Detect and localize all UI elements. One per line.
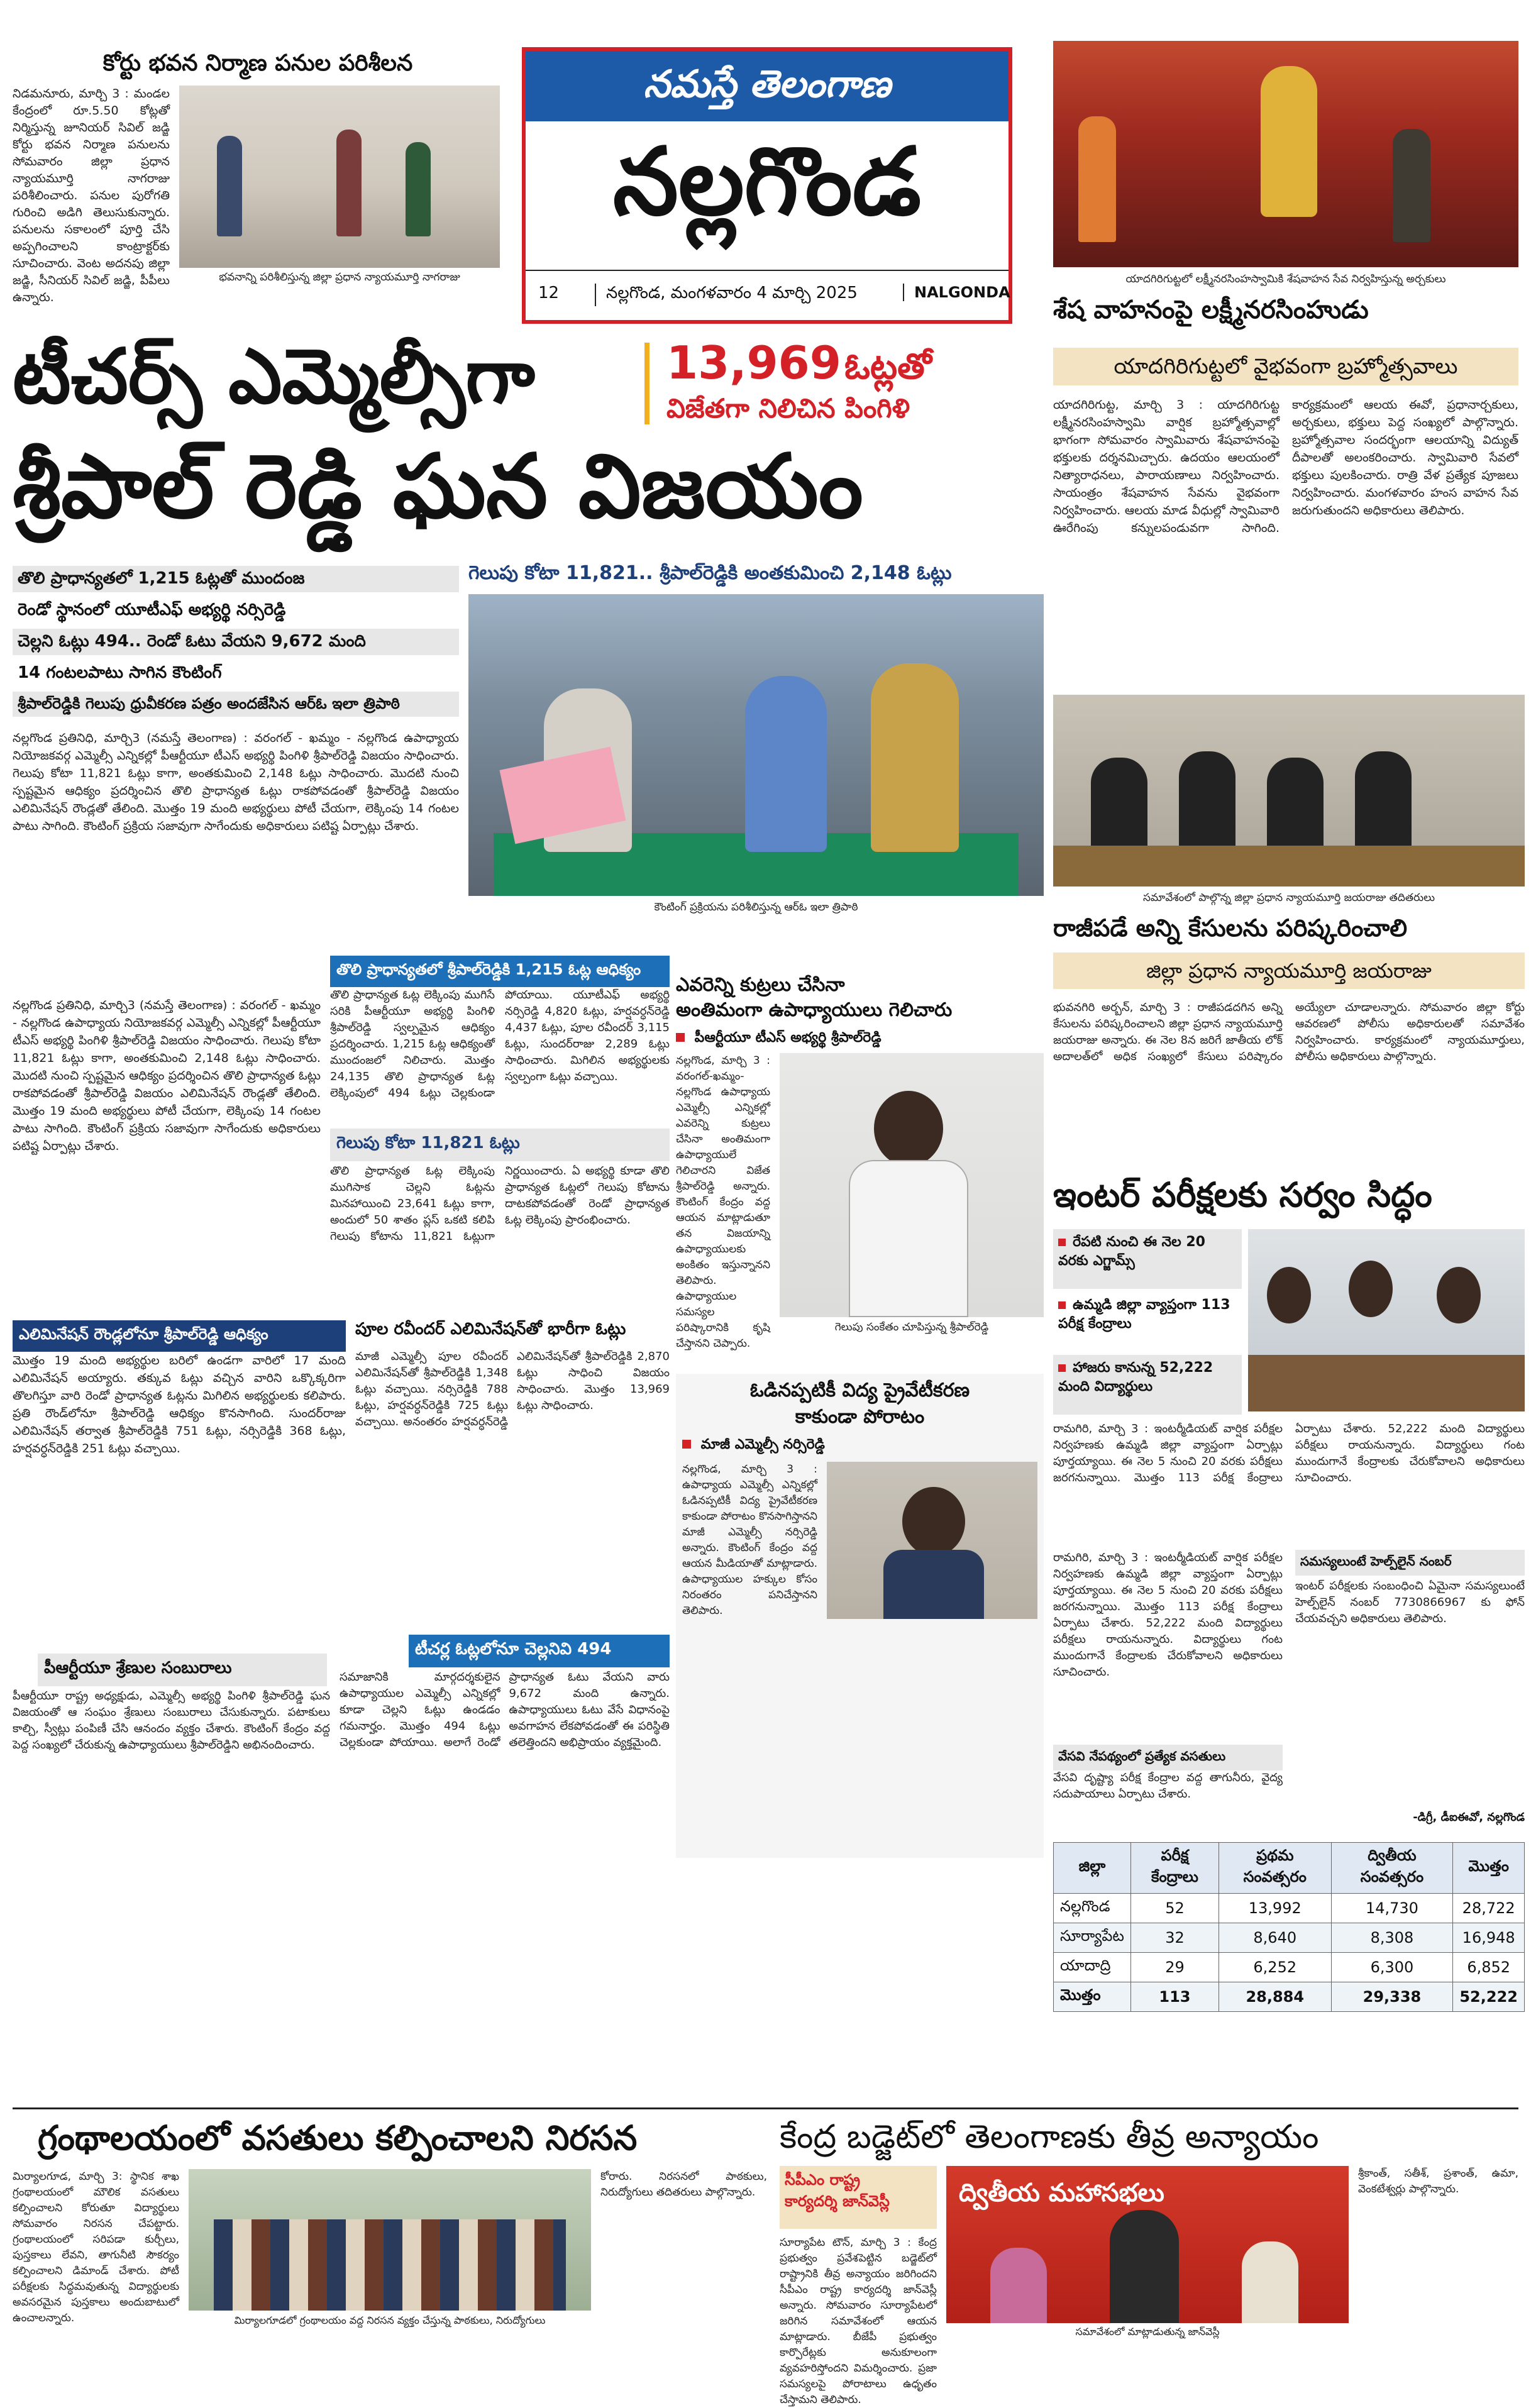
votes-word: ఓట్లతో — [844, 346, 932, 387]
pula-headline: పూల రవీందర్ ఎలిమినేషన్‌తో భారీగా ఓట్లు — [355, 1320, 626, 1339]
dateline-bar — [526, 270, 1009, 320]
inter-story — [1053, 1176, 1525, 2100]
quota-tag-text: గెలుపు కోటా 11,821 ఓట్లు — [336, 1134, 520, 1152]
temple-subhead: యాదగిరిగుట్టలో వైభవంగా బ్రహ్మోత్సవాలు — [1053, 348, 1518, 385]
page-number: 12 — [538, 284, 560, 302]
narsi-photo — [827, 1462, 1037, 1619]
table-cell: 52 — [1130, 1894, 1219, 1923]
table-header-cell: పరీక్ష కేంద్రాలు — [1130, 1843, 1219, 1894]
exam-photo — [1248, 1229, 1525, 1411]
brand-title: నమస్తే తెలంగాణ — [643, 62, 891, 106]
budget-footer: శ్రీకాంత్, సతీశ్, ప్రశాంత్, ఉమా, వెంకటేశ్వర్లు పాల్గొన్నారు. — [1358, 2167, 1518, 2195]
budget-sub1: సీపీఎం రాష్ట్ర — [785, 2171, 861, 2189]
court2-subhead: జిల్లా ప్రధాన న్యాయమూర్తి జయరాజు — [1053, 953, 1525, 989]
special-tag — [1053, 1745, 1283, 1770]
bullet-2: రెండో స్థానంలో యూటీఎఫ్ అభ్యర్థి నర్సిరెడ్డి — [18, 600, 286, 619]
inter-bullets — [1053, 1229, 1242, 1411]
court2-body: భువనగిరి అర్బన్, మార్చి 3 : రాజీపడదగిన అన్ని కేసులను పరిష్కరించాలని జిల్లా ప్రధాన న్యాయమూర్తి జయరాజు అన్నారు. ఈ నెల 8న జరిగే జాతీయ లోక్ అదాలత్‌లో అధిక సంఖ్యలో కేసులు పరిష్కారం అయ్యేలా చూడాలన్నారు. సోమవారం జిల్లా కోర్టు ఆవరణలో పోలీసు అధికారులతో సమావేశం నిర్వహించారు. కార్యక్రమంలో న్యాయమూర్తులు, పోలీసు అధికారులు పాల్గొన్నారు. — [1053, 1001, 1525, 1063]
narsi-body: నల్లగొండ, మార్చి 3 : ఉపాధ్యాయ ఎమ్మెల్సీ ఎన్నికల్లో ఓడినప్పటికీ విద్య ప్రైవేటీకరణ కాకుండా పోరాటం కొనసాగిస్తానని మాజీ ఎమ్మెల్సీ నర్సిరెడ్డి అన్నారు. కౌంటింగ్ కేంద్రం వద్ద ఆయన మీడియాతో మాట్లాడారు. ఉపాధ్యాయుల హక్కుల కోసం నిరంతరం పనిచేస్తానని తెలిపారు. — [682, 1463, 817, 1617]
special-tag-text: వేసవి నేపథ్యంలో ప్రత్యేక వసతులు — [1058, 1748, 1226, 1764]
helpline-tag — [1295, 1550, 1525, 1576]
table-header-row — [1054, 1843, 1525, 1894]
table-header-cell: జిల్లా — [1054, 1843, 1131, 1894]
elimination-body: మొత్తం 19 మంది అభ్యర్థుల బరిలో ఉండగా వారిలో 17 మంది ఎలిమినేషన్ అయ్యారు. తక్కువ ఓట్లు వచ్చిన వారిని ఒక్కొక్కరిగా తొలగిస్తూ వారి రెండో ప్రాధాన్యత ఓట్లను మిగిలిన అభ్యర్థులకు కలిపారు. ప్రతి రౌండ్‌లోనూ శ్రీపాల్‌రెడ్డి ఆధిక్యం కొనసాగింది. సుందర్‌రాజు ఎలిమినేషన్ తర్వాత శ్రీపాల్‌రెడ్డికి 751 ఓట్లు, నర్సిరెడ్డికి 368 ఓట్లు, హర్షవర్ధన్‌రెడ్డికి 251 ఓట్లు వచ్చాయి. — [13, 1354, 346, 1455]
temple-caption: యాదగిరిగుట్టలో లక్ష్మీనరసింహస్వామికి శేషవాహన సేవ నిర్వహిస్తున్న అర్చకులు — [1125, 273, 1446, 285]
inter-credit: -డిగ్రీ, డీఐఈవో, నల్లగొండ — [1413, 1811, 1525, 1824]
narsi-headline2: కాకుండా పోరాటం — [795, 1406, 925, 1428]
table-header-cell: ప్రథమ సంవత్సరం — [1219, 1843, 1331, 1894]
table-row — [1054, 1923, 1525, 1953]
budget-photo — [946, 2166, 1349, 2323]
invalid-body: సమాజానికి మార్గదర్శకులైన ఉపాధ్యాయుల ఎమ్మెల్సీ ఎన్నికల్లో కూడా చెల్లని ఓట్లు ఉండడం గమనార్హం. మొత్తం 494 ఓట్లు చెల్లకుండా పోయాయి. అలాగే రెండో ప్రాధాన్యత ఓటు వేయని వారు 9,672 మంది ఉన్నారు. ఉపాధ్యాయులు ఓటు వేసే విధానంపై అవగాహన లేకపోవడంతో ఈ పరిస్థితి తలెత్తిందని అభిప్రాయం వ్యక్తమైంది. — [340, 1671, 670, 1749]
temple-body: యాదగిరిగుట్ట, మార్చి 3 : యాదగిరిగుట్ట లక్ష్మీనరసింహస్వామి వార్షిక బ్రహ్మోత్సవాల్లో భాగంగా సోమవారం స్వామివారు శేషవాహనంపై భక్తులకు దర్శనమిచ్చారు. ఉదయం ఆలయంలో నిత్యారాధనలు, పారాయణాలు నిర్వహించారు. సాయంత్రం శేషవాహన సేవను వైభవంగా నిర్వహించారు. ఆలయ మాడ వీధుల్లో స్వామివారి ఊరేగింపు కన్నులపండువగా సాగింది. కార్యక్రమంలో ఆలయ ఈవో, ప్రధానార్చకులు, అర్చకులు, భక్తులు పెద్ద సంఖ్యలో పాల్గొన్నారు. బ్రహ్మోత్సవాల సందర్భంగా ఆలయాన్ని విద్యుత్ దీపాలతో అలంకరించారు. స్వామివారి సేవలో భక్తులు పులకించారు. రాత్రి వేళ ప్రత్యేక పూజలు నిర్వహించారు. మంగళవారం హంస వాహన సేవ జరుగుతుందని అధికారులు తెలిపారు. — [1053, 398, 1518, 535]
table-cell: 29,338 — [1331, 1982, 1453, 2012]
table-row — [1054, 1953, 1525, 1982]
masthead-brand-band — [526, 51, 1009, 121]
table-header-cell: మొత్తం — [1453, 1843, 1525, 1894]
table-cell: 8,308 — [1331, 1923, 1453, 1953]
library-footer: కోరారు. నిరసనలో పాఠకులు, నిరుద్యోగులు తదితరులు పాల్గొన్నారు. — [600, 2170, 767, 2199]
headline-divider — [644, 343, 649, 424]
bullet-3: చెల్లని ఓట్లు 494.. రెండో ఓటు వేయని 9,672 మంది — [13, 629, 459, 655]
library-caption: మిర్యాలగూడలో గ్రంథాలయం వద్ద నిరసన వ్యక్తం చేస్తున్న పాఠకులు, నిరుద్యోగులు — [234, 2314, 546, 2326]
budget-banner: ద్వితీయ మహాసభలు — [959, 2179, 1164, 2207]
table-cell: 52,222 — [1453, 1982, 1525, 2012]
temple-photo — [1053, 41, 1518, 267]
winner-subline: విజేతగా నిలిచిన పింగిళి — [666, 393, 910, 424]
special-body: వేసవి దృష్ట్యా పరీక్ష కేంద్రాల వద్ద తాగునీరు, వైద్య సదుపాయాలు ఏర్పాటు చేశారు. — [1053, 1771, 1283, 1801]
court2-story — [1053, 695, 1525, 1166]
table-cell: 6,300 — [1331, 1953, 1453, 1982]
table-header-cell: ద్వితీయ సంవత్సరం — [1331, 1843, 1453, 1894]
bullet-4: 14 గంటలపాటు సాగిన కౌంటింగ్ — [18, 663, 222, 682]
votes-number: 13,969 — [666, 336, 841, 389]
quota-tag — [330, 1129, 670, 1161]
court-story — [13, 50, 503, 302]
quote-byline — [676, 1030, 1044, 1049]
table-row — [1054, 1894, 1525, 1923]
bullet-square-icon — [1058, 1301, 1066, 1309]
main-headline-line2: శ్రీపాల్ రెడ్డి ఘన విజయం — [13, 436, 863, 538]
bullet-5: శ్రీపాల్‌రెడ్డికి గెలుపు ధ్రువీకరణ పత్రం అందజేసిన ఆర్‌ఓ ఇలా త్రిపాఠి — [13, 692, 459, 717]
budget-headline: కేంద్ర బడ్జెట్‌లో తెలంగాణకు తీవ్ర అన్యాయం — [780, 2118, 1319, 2156]
table-cell: యాదాద్రి — [1054, 1953, 1131, 1982]
first-pref-body: తొలి ప్రాధాన్యత ఓట్ల లెక్కింపు ముగిసే సరికి పీఆర్టీయూ అభ్యర్థి పింగిళి శ్రీపాల్‌రెడ్డి స్వల్పమైన ఆధిక్యం ప్రదర్శించారు. 1,215 ఓట్ల ఆధిక్యంతో ముందంజలో నిలిచారు. మొత్తం 24,135 తొలి ప్రాధాన్యత ఓట్ల లెక్కింపులో 494 ఓట్లు చెల్లకుండా పోయాయి. యూటీఎఫ్ అభ్యర్థి నర్సిరెడ్డి 4,820 ఓట్లు, హర్షవర్ధన్‌రెడ్డి 4,437 ఓట్లు, పూల రవీందర్ 3,115 ఓట్లు, సుందర్‌రాజు 2,289 ఓట్లు సాధించారు. మిగిలిన అభ్యర్థులకు స్వల్పంగా ఓట్లు వచ్చాయి. — [330, 988, 670, 1100]
quota-line: గెలుపు కోటా 11,821.. శ్రీపాల్‌రెడ్డికి అంతకుమించి 2,148 ఓట్లు — [468, 562, 952, 584]
court-headline: కోర్టు భవన నిర్మాణ పనుల పరిశీలన — [102, 50, 413, 76]
temple-headline: శేష వాహనంపై లక్ష్మీనరసింహుడు — [1053, 295, 1369, 324]
inter-headline: ఇంటర్ పరీక్షలకు సర్వం సిద్ధం — [1053, 1175, 1432, 1215]
inter-bullet-3: హాజరు కానున్న 52,222 మంది విద్యార్థులు — [1053, 1355, 1242, 1415]
table-cell: 16,948 — [1453, 1923, 1525, 1953]
bullet-square-icon — [1058, 1239, 1066, 1246]
budget-sub — [780, 2166, 937, 2229]
table-cell: 8,640 — [1219, 1923, 1331, 1953]
quote-photo — [780, 1053, 1044, 1317]
table-cell: 28,722 — [1453, 1894, 1525, 1923]
court-caption: భవనాన్ని పరిశీలిస్తున్న జిల్లా ప్రధాన న్యాయమూర్తి నాగరాజు — [219, 271, 460, 284]
table-cell: సూర్యాపేట — [1054, 1923, 1131, 1953]
budget-caption: సమావేశంలో మాట్లాడుతున్న జాన్‌వెస్లీ — [1075, 2326, 1220, 2338]
prtu-tag-text: పీఆర్టీయూ శ్రేణుల సంబురాలు — [44, 1659, 232, 1677]
bullet-1: తొలి ప్రాధాన్యతలో 1,215 ఓట్లతో ముందంజ — [13, 566, 459, 592]
budget-story — [780, 2118, 1518, 2406]
inter-body-left: రామగిరి, మార్చి 3 : ఇంటర్మీడియట్ వార్షిక పరీక్షల నిర్వహణకు ఉమ్మడి జిల్లా వ్యాప్తంగా ఏర్పాట్లు పూర్తయ్యాయి. ఈ నెల 5 నుంచి 20 వరకు పరీక్షలు జరగనున్నాయి. మొత్తం 113 పరీక్ష కేంద్రాలు ఏర్పాటు చేశారు. 52,222 మంది విద్యార్థులు పరీక్షలు రాయనున్నారు. విద్యార్థులు గంట ముందుగానే కేంద్రాలకు చేరుకోవాలని అధికారులు సూచించారు. — [1053, 1551, 1283, 1679]
main-body: నల్లగొండ ప్రతినిధి, మార్చి3 (నమస్తే తెలంగాణ) : వరంగల్ - ఖమ్మం - నల్లగొండ ఉపాధ్యాయ నియోజకవర్గ ఎమ్మెల్సీ ఎన్నికల్లో పీఆర్టీయూ టీఎస్ అభ్యర్థి పింగిళి శ్రీపాల్‌రెడ్డి విజయం సాధించారు. గెలుపు కోటా 11,821 ఓట్లు కాగా, అంతకుమించి 2,148 ఓట్లు సాధించారు. మొదటి నుంచి స్పష్టమైన ఆధిక్యం ప్రదర్శించిన తొలి ప్రాధాన్యత ఓట్లు రాకపోవడంతో శ్రీపాల్‌రెడ్డి విజయం ఎలిమినేషన్ రౌండ్లతో తేలింది. మొత్తం 19 మంది అభ్యర్థులు పోటీ చేయగా, లెక్కింపు 14 గంటల పాటు సాగింది. కౌంటింగ్ ప్రక్రియ సజావుగా సాగేందుకు అధికారులు పటిష్ట ఏర్పాట్లు చేశారు. — [13, 731, 459, 833]
table-cell: 6,252 — [1219, 1953, 1331, 1982]
library-headline: గ్రంథాలయంలో వసతులు కల్పించాలని నిరసన — [38, 2118, 638, 2158]
prtu-body: పీఆర్టీయూ రాష్ట్ర అధ్యక్షుడు, ఎమ్మెల్సీ అభ్యర్థి పింగిళి శ్రీపాల్‌రెడ్డి ఘన విజయంతో ఆ సంఘం శ్రేణులు సంబురాలు చేసుకున్నారు. పటాకులు కాల్చి, స్వీట్లు పంపిణీ చేసి ఆనందం వ్యక్తం చేశారు. కౌంటింగ్ కేంద్రం వద్ద పెద్ద సంఖ్యలో చేరుకున్న ఉపాధ్యాయులు శ్రీపాల్‌రెడ్డిని అభినందించారు. — [13, 1689, 330, 1752]
inter-bullet-2: ఉమ్మడి జిల్లా వ్యాప్తంగా 113 పరీక్ష కేంద్రాలు — [1058, 1297, 1230, 1332]
counting-photo — [468, 594, 1044, 896]
library-body: మిర్యాలగూడ, మార్చి 3: స్థానిక శాఖ గ్రంథాలయంలో మౌలిక వసతులు కల్పించాలని కోరుతూ విద్యార్థులు సోమవారం నిరసన చేపట్టారు. గ్రంథాలయంలో సరిపడా కుర్చీలు, పుస్తకాలు లేవని, తాగునీటి సౌకర్యం కల్పించాలని డిమాండ్ చేశారు. పోటీ పరీక్షలకు సిద్ధమవుతున్న విద్యార్థులకు అవసరమైన పుస్తకాలు అందుబాటులో ఉంచాలన్నారు. — [13, 2170, 179, 2324]
narsi-story — [676, 1374, 1044, 1858]
section-divider — [13, 2107, 1518, 2109]
library-photo — [189, 2169, 591, 2311]
table-cell: మొత్తం — [1054, 1982, 1131, 2012]
inter-body: రామగిరి, మార్చి 3 : ఇంటర్మీడియట్ వార్షిక పరీక్షల నిర్వహణకు ఉమ్మడి జిల్లా వ్యాప్తంగా ఏర్పాట్లు పూర్తయ్యాయి. ఈ నెల 5 నుంచి 20 వరకు పరీక్షలు జరగనున్నాయి. మొత్తం 113 పరీక్ష కేంద్రాలు ఏర్పాటు చేశారు. 52,222 మంది విద్యార్థులు పరీక్షలు రాయనున్నారు. విద్యార్థులు గంట ముందుగానే కేంద్రాలకు చేరుకోవాలని అధికారులు సూచించారు. — [1053, 1422, 1525, 1484]
edition-english: NALGONDA — [903, 284, 1010, 301]
court2-headline: రాజీపడే అన్ని కేసులను పరిష్కరించాలి — [1053, 914, 1408, 942]
counting-photo-caption: కౌంటింగ్ ప్రక్రియను పరిశీలిస్తున్న ఆర్‌ఓ ఇలా త్రిపాఠి — [654, 901, 858, 914]
quote-byline-text: పీఆర్టీయూ టీఎస్ అభ్యర్థి శ్రీపాల్‌రెడ్డి — [694, 1030, 882, 1046]
temple-story — [1047, 41, 1525, 695]
narsi-byline — [682, 1437, 1037, 1455]
inter-table — [1053, 1842, 1525, 2012]
main-bullets — [13, 566, 459, 723]
table-row — [1054, 1982, 1525, 2012]
inter-bullet-1: రేపటి నుంచి ఈ నెల 20 వరకు ఎగ్జామ్స్ — [1053, 1229, 1242, 1289]
quote-headline2: అంతిమంగా ఉపాధ్యాయులు గెలిచారు — [676, 999, 953, 1021]
pula-body: మాజీ ఎమ్మెల్సీ పూల రవీందర్ ఎలిమినేషన్‌తో శ్రీపాల్‌రెడ్డికి 1,348 ఓట్లు వచ్చాయి. నర్సిరెడ్డికి 788 ఓట్లు, హర్షవర్ధన్‌రెడ్డికి 725 ఓట్లు వచ్చాయి. అనంతరం హర్షవర్ధన్‌రెడ్డి ఎలిమినేషన్‌తో శ్రీపాల్‌రెడ్డికి 2,870 ఓట్లు సాధించి విజయం సాధించారు. మొత్తం 13,969 ఓట్లు సాధించారు. — [355, 1350, 670, 1428]
table-cell: 6,852 — [1453, 1953, 1525, 1982]
narsi-byline-text: మాజీ ఎమ్మెల్సీ నర్సిరెడ్డి — [700, 1437, 825, 1452]
left-column-body: నల్లగొండ ప్రతినిధి, మార్చి3 (నమస్తే తెలంగాణ) : వరంగల్ - ఖమ్మం - నల్లగొండ ఉపాధ్యాయ నియోజకవర్గ ఎమ్మెల్సీ ఎన్నికల్లో పీఆర్టీయూ టీఎస్ అభ్యర్థి పింగిళి శ్రీపాల్‌రెడ్డి విజయం సాధించారు. గెలుపు కోటా 11,821 ఓట్లు కాగా, అంతకుమించి 2,148 ఓట్లు సాధించారు. మొదటి నుంచి స్పష్టమైన ఆధిక్యం ప్రదర్శించిన తొలి ప్రాధాన్యత ఓట్లు రాకపోవడంతో శ్రీపాల్‌రెడ్డి విజయం ఎలిమినేషన్ రౌండ్లతో తేలింది. మొత్తం 19 మంది అభ్యర్థులు పోటీ చేయగా, లెక్కింపు 14 గంటల పాటు సాగింది. కౌంటింగ్ ప్రక్రియ సజావుగా సాగేందుకు అధికారులు పటిష్ట ఏర్పాట్లు చేశారు. — [13, 998, 321, 1153]
prtu-tag — [38, 1654, 327, 1686]
table-cell: 29 — [1130, 1953, 1219, 1982]
helpline-tag-text: సమస్యలుంటే హెల్ప్‌లైన్ నంబర్ — [1300, 1554, 1452, 1569]
court-body: నిడమనూరు, మార్చి 3 : మండల కేంద్రంలో రూ.5.50 కోట్లతో నిర్మిస్తున్న జూనియర్ సివిల్ జడ్జి కోర్టు భవన నిర్మాణ పనులను సోమవారం జిల్లా ప్రధాన న్యాయమూర్తి నాగరాజు పరిశీలించారు. పనుల పురోగతి గురించి అడిగి తెలుసుకున్నారు. పనులను సకాలంలో పూర్తి చేసి అప్పగించాలని కాంట్రాక్టర్‌కు సూచించారు. వెంట అదనపు జిల్లా జడ్జి, సీనియర్ సివిల్ జడ్జి, పీపీలు ఉన్నారు. — [13, 87, 170, 304]
helpline-body: ఇంటర్ పరీక్షలకు సంబంధించి ఏమైనా సమస్యలుంటే హెల్ప్‌లైన్ నంబర్ 7730866967 కు ఫోన్ చేయవచ్చని అధికారులు తెలిపారు. — [1295, 1579, 1525, 1625]
bullet-square-icon — [676, 1033, 685, 1042]
table-cell: నల్లగొండ — [1054, 1894, 1131, 1923]
bullet-square-icon — [682, 1440, 691, 1449]
quote-caption: గెలుపు సంకేతం చూపిస్తున్న శ్రీపాల్‌రెడ్డి — [834, 1321, 989, 1334]
table-cell: 28,884 — [1219, 1982, 1331, 2012]
invalid-tag: టీచర్ల ఓట్లలోనూ చెల్లనివి 494 — [409, 1635, 670, 1667]
votes-line — [666, 336, 1044, 396]
quote-body: నల్లగొండ, మార్చి 3 : వరంగల్-ఖమ్మం-నల్లగొండ ఉపాధ్యాయ ఎమ్మెల్సీ ఎన్నికల్లో ఎవరెన్ని కుట్రలు చేసినా అంతిమంగా ఉపాధ్యాయులే గెలిచారని విజేత శ్రీపాల్‌రెడ్డి అన్నారు. కౌంటింగ్ కేంద్రం వద్ద ఆయన మాట్లాడుతూ తన విజయాన్ని ఉపాధ్యాయులకు అంకితం ఇస్తున్నానని తెలిపారు. ఉపాధ్యాయుల సమస్యల పరిష్కారానికి కృషి చేస్తానని చెప్పారు. — [676, 1054, 770, 1350]
elimination-tag: ఎలిమినేషన్ రౌండ్లలోనూ శ్రీపాల్‌రెడ్డి ఆధిక్యం — [13, 1320, 346, 1352]
main-headline-line1: టీచర్స్ ఎమ్మెల్సీగా — [13, 333, 535, 421]
edition-title: నల్లగొండ — [612, 128, 922, 236]
table-cell: 14,730 — [1331, 1894, 1453, 1923]
masthead — [522, 47, 1012, 324]
budget-body: సూర్యాపేట టౌన్, మార్చి 3 : కేంద్ర ప్రభుత్వం ప్రవేశపెట్టిన బడ్జెట్‌లో రాష్ట్రానికి తీవ్ర అన్యాయం జరిగిందని సీపీఎం రాష్ట్ర కార్యదర్శి జాన్‌వెస్లీ అన్నారు. సోమవారం సూర్యాపేటలో జరిగిన సమావేశంలో ఆయన మాట్లాడారు. బీజేపీ ప్రభుత్వం కార్పొరేట్లకు అనుకూలంగా వ్యవహరిస్తోందని విమర్శించారు. ప్రజా సమస్యలపై పోరాటాలు ఉధృతం చేస్తామని తెలిపారు. — [780, 2236, 937, 2406]
quota-body: తొలి ప్రాధాన్యత ఓట్ల లెక్కింపు ముగిసాక చెల్లని ఓట్లను మినహాయించి 23,641 ఓట్లు కాగా, అందులో 50 శాతం ప్లస్ ఒకటి కలిపి గెలుపు కోటాను 11,821 ఓట్లుగా నిర్ణయించారు. ఏ అభ్యర్థి కూడా తొలి ప్రాధాన్యత ఓట్లలో గెలుపు కోటాను దాటకపోవడంతో రెండో ప్రాధాన్యత ఓట్ల లెక్కింపు ప్రారంభించారు. — [330, 1164, 670, 1243]
bullet-square-icon — [1058, 1364, 1066, 1372]
budget-sub2: కార్యదర్శి జాన్‌వెస్లీ — [785, 2192, 890, 2210]
quote-headline1: ఎవరెన్ని కుట్రలు చేసినా — [676, 974, 845, 996]
dateline: నల్లగొండ, మంగళవారం 4 మార్చి 2025 — [595, 284, 858, 306]
main-headline-block — [13, 330, 1044, 563]
quote-story — [676, 975, 1044, 1364]
court2-caption: సమావేశంలో పాల్గొన్న జిల్లా ప్రధాన న్యాయమూర్తి జయరాజు తదితరులు — [1142, 892, 1435, 904]
table-cell: 13,992 — [1219, 1894, 1331, 1923]
first-pref-tag: తొలి ప్రాధాన్యతలో శ్రీపాల్‌రెడ్డికి 1,215 ఓట్ల ఆధిక్యం — [330, 956, 670, 987]
library-story — [13, 2119, 767, 2336]
table-cell: 32 — [1130, 1923, 1219, 1953]
court-photo — [179, 86, 500, 268]
court2-photo — [1053, 695, 1525, 886]
table-cell: 113 — [1130, 1982, 1219, 2012]
narsi-headline1: ఓడినప్పటికీ విద్య ప్రైవేటీకరణ — [749, 1379, 970, 1401]
